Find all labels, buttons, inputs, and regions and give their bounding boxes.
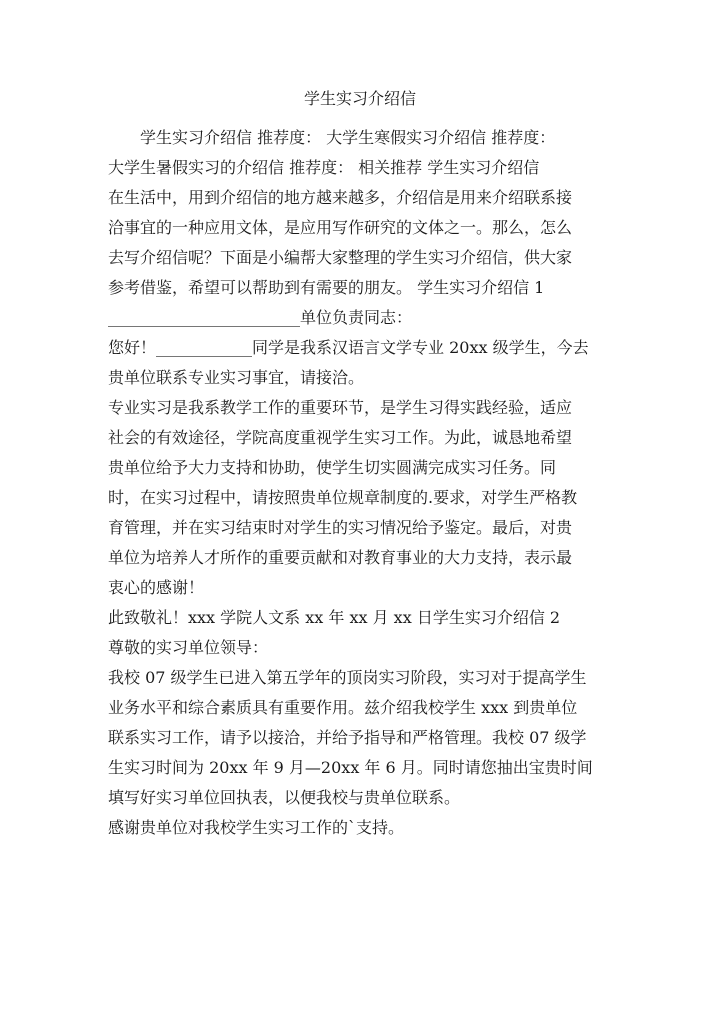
document-title: 学生实习介绍信: [303, 89, 416, 108]
text-line: 单位为培养人才所作的重要贡献和对教育事业的大力支持，表示最: [108, 548, 573, 567]
text-line: 在生活中，用到介绍信的地方越来越多，介绍信是用来介绍联系接: [108, 188, 573, 207]
text-line: 尊敬的实习单位领导：: [108, 638, 269, 657]
text-line: 学生实习介绍信 推荐度： 大学生寒假实习介绍信 推荐度：: [140, 128, 556, 147]
text-line: 联系实习工作，请予以接洽，并给予指导和严格管理。我校 07 级学: [108, 728, 587, 747]
text-line: 时，在实习过程中，请按照贵单位规章制度的.要求，对学生严格教: [108, 488, 578, 507]
text-line: 专业实习是我系教学工作的重要环节，是学生习得实践经验，适应: [108, 398, 573, 417]
text-line: 您好！____________同学是我系汉语言文学专业 20xx 级学生，今去: [108, 338, 589, 357]
text-line: 此致敬礼！xxx 学院人文系 xx 年 xx 月 xx 日学生实习介绍信 2: [108, 608, 561, 627]
text-line: 填写好实习单位回执表，以便我校与贵单位联系。: [108, 788, 461, 807]
text-line: 去写介绍信呢？下面是小编帮大家整理的学生实习介绍信，供大家: [108, 248, 573, 267]
text-line: 社会的有效途径，学院高度重视学生实习工作。为此，诚恳地希望: [108, 428, 573, 447]
document-body: [108, 123, 616, 843]
text-line: 大学生暑假实习的介绍信 推荐度： 相关推荐 学生实习介绍信: [108, 158, 540, 177]
text-line: 育管理，并在实习结束时对学生的实习情况给予鉴定。最后，对贵: [108, 518, 573, 537]
text-line: 业务水平和综合素质具有重要作用。兹介绍我校学生 xxx 到贵单位: [108, 698, 578, 717]
text-line: 参考借鉴，希望可以帮助到有需要的朋友。 学生实习介绍信 1: [108, 278, 545, 297]
text-line: 生实习时间为 20xx 年 9 月—20xx 年 6 月。同时请您抽出宝贵时间: [108, 758, 593, 777]
text-line: 贵单位联系专业实习事宜，请接洽。: [108, 368, 365, 387]
text-line: 衷心的感谢！: [108, 578, 205, 597]
text-line: 贵单位给予大力支持和协助，使学生切实圆满完成实习任务。同: [108, 458, 557, 477]
text-line: ________________________单位负责同志：: [108, 308, 413, 327]
text-line: 感谢贵单位对我校学生实习工作的`支持。: [108, 818, 405, 837]
text-line: 我校 07 级学生已进入第五学年的顶岗实习阶段，实习对于提高学生: [108, 668, 587, 687]
text-line: 洽事宜的一种应用文体，是应用写作研究的文体之一。那么，怎么: [108, 218, 573, 237]
